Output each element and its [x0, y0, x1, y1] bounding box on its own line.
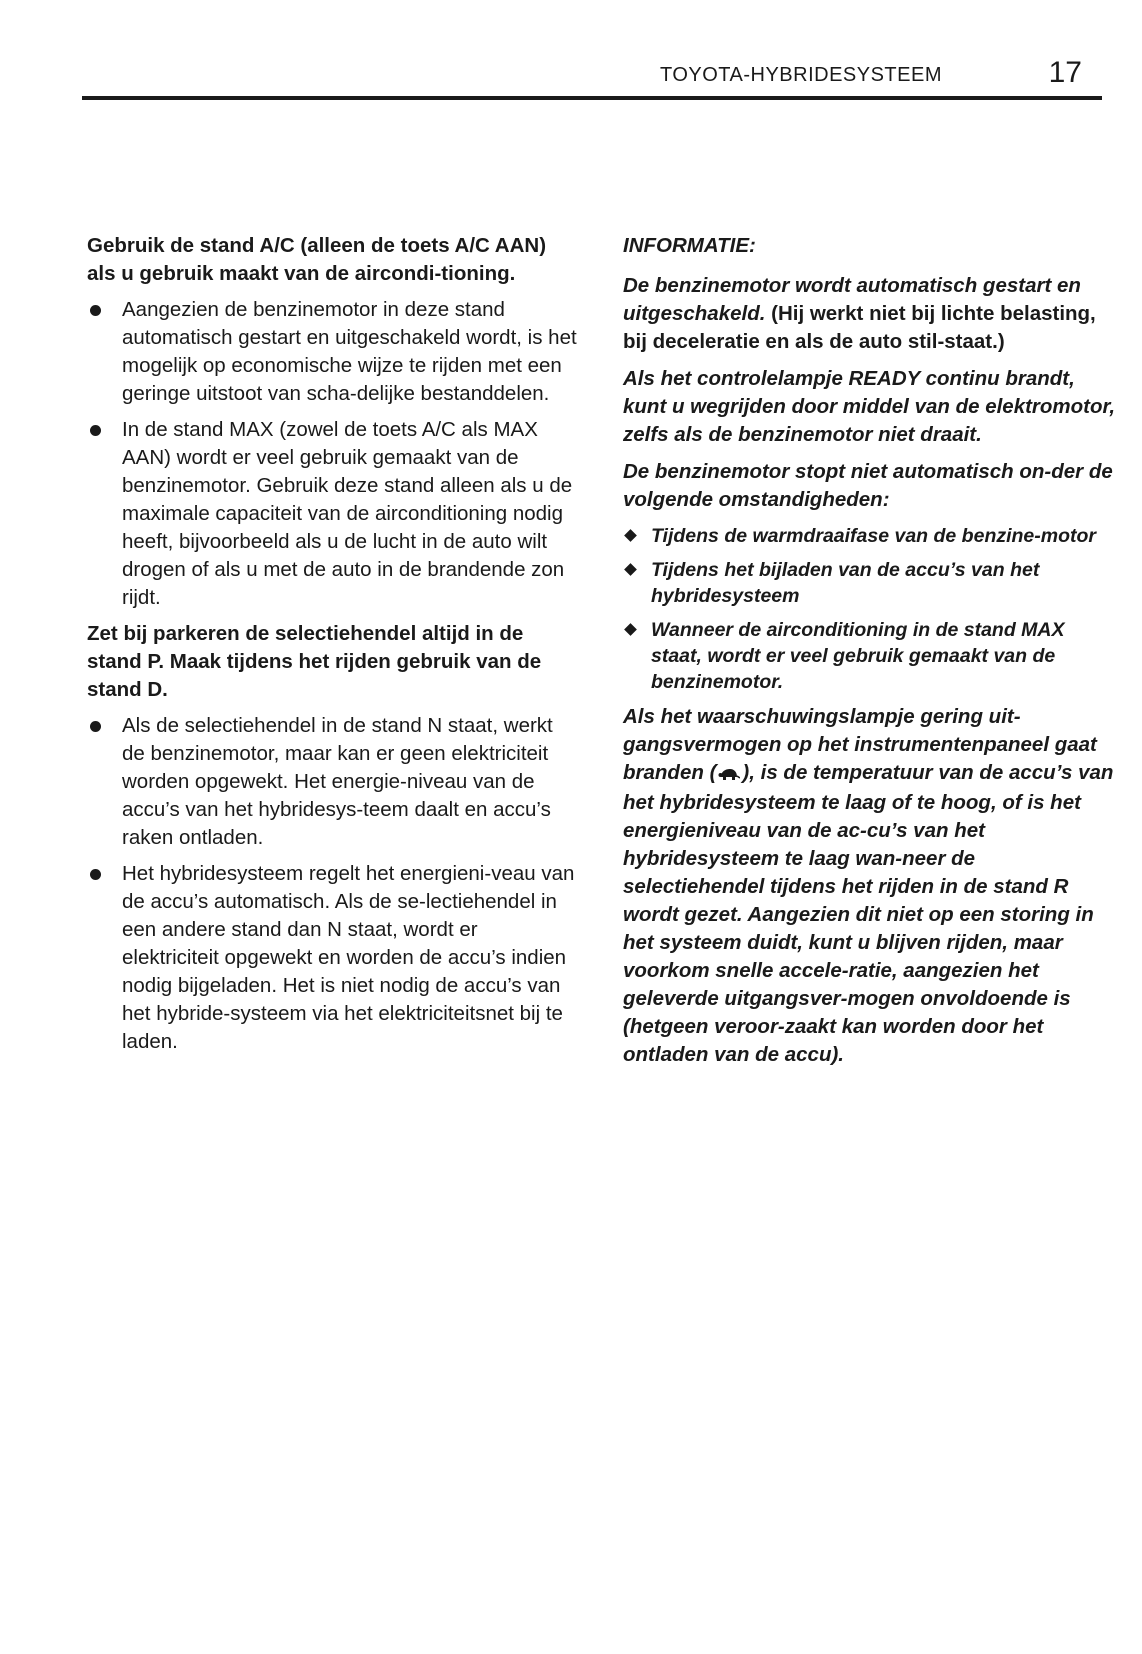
diamond-bullet-icon: [624, 563, 637, 576]
section-heading-ac: Gebruik de stand A/C (alleen de toets A/C AAN) als u gebruik maakt van de aircondi-tioning.: [87, 234, 547, 285]
list-item-text: Tijdens het bijladen van de accu’s van het hybridesysteem: [651, 559, 1040, 607]
header-rule: [82, 96, 1102, 100]
list-item-text: In de stand MAX (zowel de toets A/C als MAX AAN) wordt er veel gebruik gemaakt van de benzinemotor. Gebruik deze stand alleen als u de maximale capaciteit van de airconditioning nodig heeft, bijvoorbeeld als u de lucht in de auto wilt drogen of als u met de auto in de brandende zon rijdt.: [122, 418, 573, 609]
warning-text-start: Als het waarschuwingslampje gering uit-gangsvermogen op het instrumentenpaneel gaat branden (: [623, 705, 1097, 784]
list-item: [623, 617, 1118, 695]
bullet-list-parking: [87, 712, 577, 1056]
right-column: [623, 232, 1118, 1078]
info-paragraph-autostart-detail: (Hij werkt niet bij lichte belasting, bij deceleratie en als de auto stil-staat.): [623, 302, 1096, 353]
list-item-text: Wanneer de airconditioning in de stand MAX staat, wordt er veel gebruik gemaakt van de benzinemotor.: [651, 619, 1065, 693]
info-paragraph-ready: Als het controlelampje READY continu brandt, kunt u wegrijden door middel van de elektromotor, zelfs als de benzinemotor niet draait.: [623, 367, 1116, 446]
list-item: [87, 712, 577, 852]
page-number: 17: [1048, 56, 1082, 89]
list-item: [87, 860, 577, 1056]
list-item: [87, 416, 577, 612]
bullet-icon: [90, 425, 101, 436]
turtle-icon: [718, 761, 740, 789]
info-paragraph-warning: [623, 703, 1118, 1069]
header-title: TOYOTA-HYBRIDESYSTEEM: [659, 64, 942, 86]
bullet-list-ac: [87, 296, 577, 612]
section-heading-parking: Zet bij parkeren de selectiehendel altijd in de stand P. Maak tijdens het rijden gebruik van de stand D.: [87, 622, 542, 701]
warning-text-end: ), is de temperatuur van de accu’s van het hybridesysteem te laag of te hoog, of is het energieniveau van de ac-cu’s van het hybridesysteem te laag wan-neer de selectiehendel tijdens het rijden in de stand R wordt gezet. Aangezien dit niet op een storing in het systeem duidt, kunt u blijven rijden, maar voorkom snelle accele-ratie, aangezien het geleverde uitgangsver-mogen onvoldoende is (hetgeen veroor-zaakt kan worden door het ontladen van de accu).: [623, 761, 1114, 1066]
bullet-icon: [90, 721, 101, 732]
list-item-text: Tijdens de warmdraaifase van de benzine-motor: [651, 525, 1097, 547]
list-item: [623, 523, 1118, 549]
page-header: [82, 52, 1102, 100]
list-item-text: Het hybridesysteem regelt het energieni-veau van de accu’s automatisch. Als de se-lectiehendel in een andere stand dan N staat, wordt er elektriciteit opgewekt en worden de accu’s indien nodig bijgeladen. Het is niet nodig de accu’s van het hybride-systeem via het elektriciteitsnet bij te laden.: [122, 862, 575, 1053]
list-item-text: Als de selectiehendel in de stand N staat, werkt de benzinemotor, maar kan er geen elektriciteit worden opgewekt. Het energie-niveau van de accu’s van het hybridesys-teem daalt en accu’s raken ontladen.: [122, 714, 553, 849]
info-paragraph-autostart-emphasis: De benzinemotor wordt automatisch gestart en uitgeschakeld.: [623, 274, 1081, 325]
info-title: INFORMATIE:: [623, 234, 756, 257]
list-item: [623, 557, 1118, 609]
conditions-list: [623, 523, 1118, 695]
list-item: [87, 296, 577, 408]
left-column: [87, 232, 577, 1064]
bullet-icon: [90, 869, 101, 880]
list-item-text: Aangezien de benzinemotor in deze stand automatisch gestart en uitgeschakeld wordt, is het mogelijk op economische wijze te rijden met een geringe uitstoot van scha-delijke bestanddelen.: [122, 298, 577, 405]
diamond-bullet-icon: [624, 623, 637, 636]
info-paragraph-conditions-intro: De benzinemotor stopt niet automatisch on-der de volgende omstandigheden:: [623, 460, 1113, 511]
diamond-bullet-icon: [624, 529, 637, 542]
bullet-icon: [90, 305, 101, 316]
info-paragraph-autostart: [623, 272, 1118, 356]
